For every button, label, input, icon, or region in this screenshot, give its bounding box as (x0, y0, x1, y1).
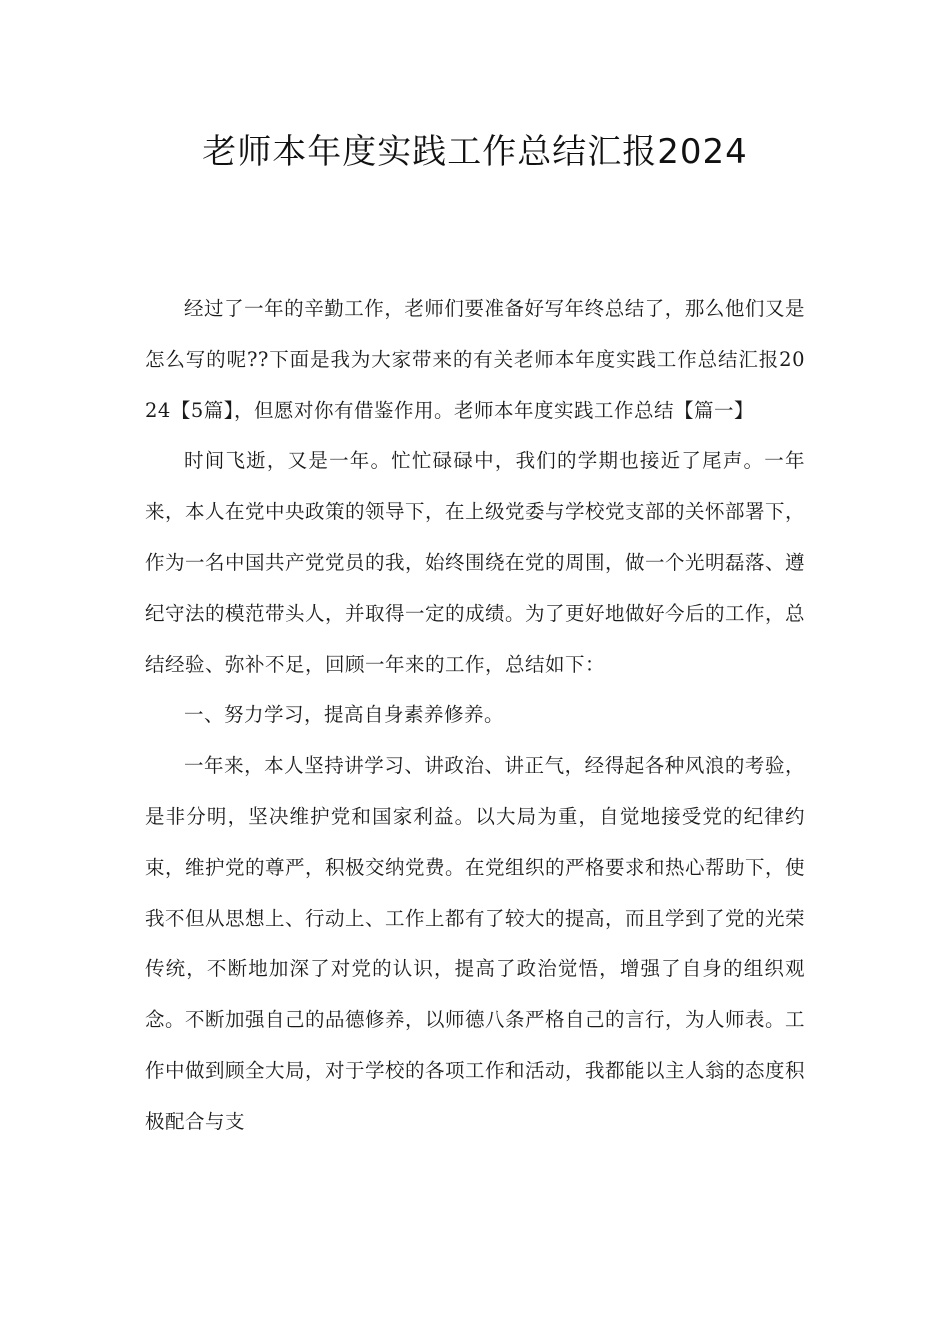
paragraph-section-1: 一年来，本人坚持讲学习、讲政治、讲正气，经得起各种风浪的考验，是非分明，坚决维护党和国家利益。以大局为重，自觉地接受党的纪律约束，维护党的尊严，积极交纳党费。在党组织的严格要求和热心帮助下，使我不但从思想上、行动上、工作上都有了较大的提高，而且学到了党的光荣传统，不断地加深了对党的认识，提高了政治觉悟，增强了自身的组织观念。不断加强自己的品德修养，以师德八条严格自己的言行，为人师表。工作中做到顾全大局，对于学校的各项工作和活动，我都能以主人翁的态度积极配合与支 (145, 754, 806, 1133)
document-title: 老师本年度实践工作总结汇报2024 (202, 132, 748, 172)
document-body (145, 284, 805, 1148)
paragraph-intro: 经过了一年的辛勤工作，老师们要准备好写年终总结了，那么他们又是怎么写的呢??下面是我为大家带来的有关老师本年度实践工作总结汇报2024【5篇】，但愿对你有借鉴作用。老师本年度实践工作总结【篇一】 (145, 297, 805, 422)
paragraph-opening: 时间飞逝，又是一年。忙忙碌碌中，我们的学期也接近了尾声。一年来，本人在党中央政策的领导下，在上级党委与学校党支部的关怀部署下，作为一名中国共产党党员的我，始终围绕在党的周围，做一个光明磊落、遵纪守法的模范带头人，并取得一定的成绩。为了更好地做好今后的工作，总结经验、弥补不足，回顾一年来的工作，总结如下： (145, 449, 806, 676)
section-heading-1: 一、努力学习，提高自身素养修养。 (184, 703, 505, 727)
